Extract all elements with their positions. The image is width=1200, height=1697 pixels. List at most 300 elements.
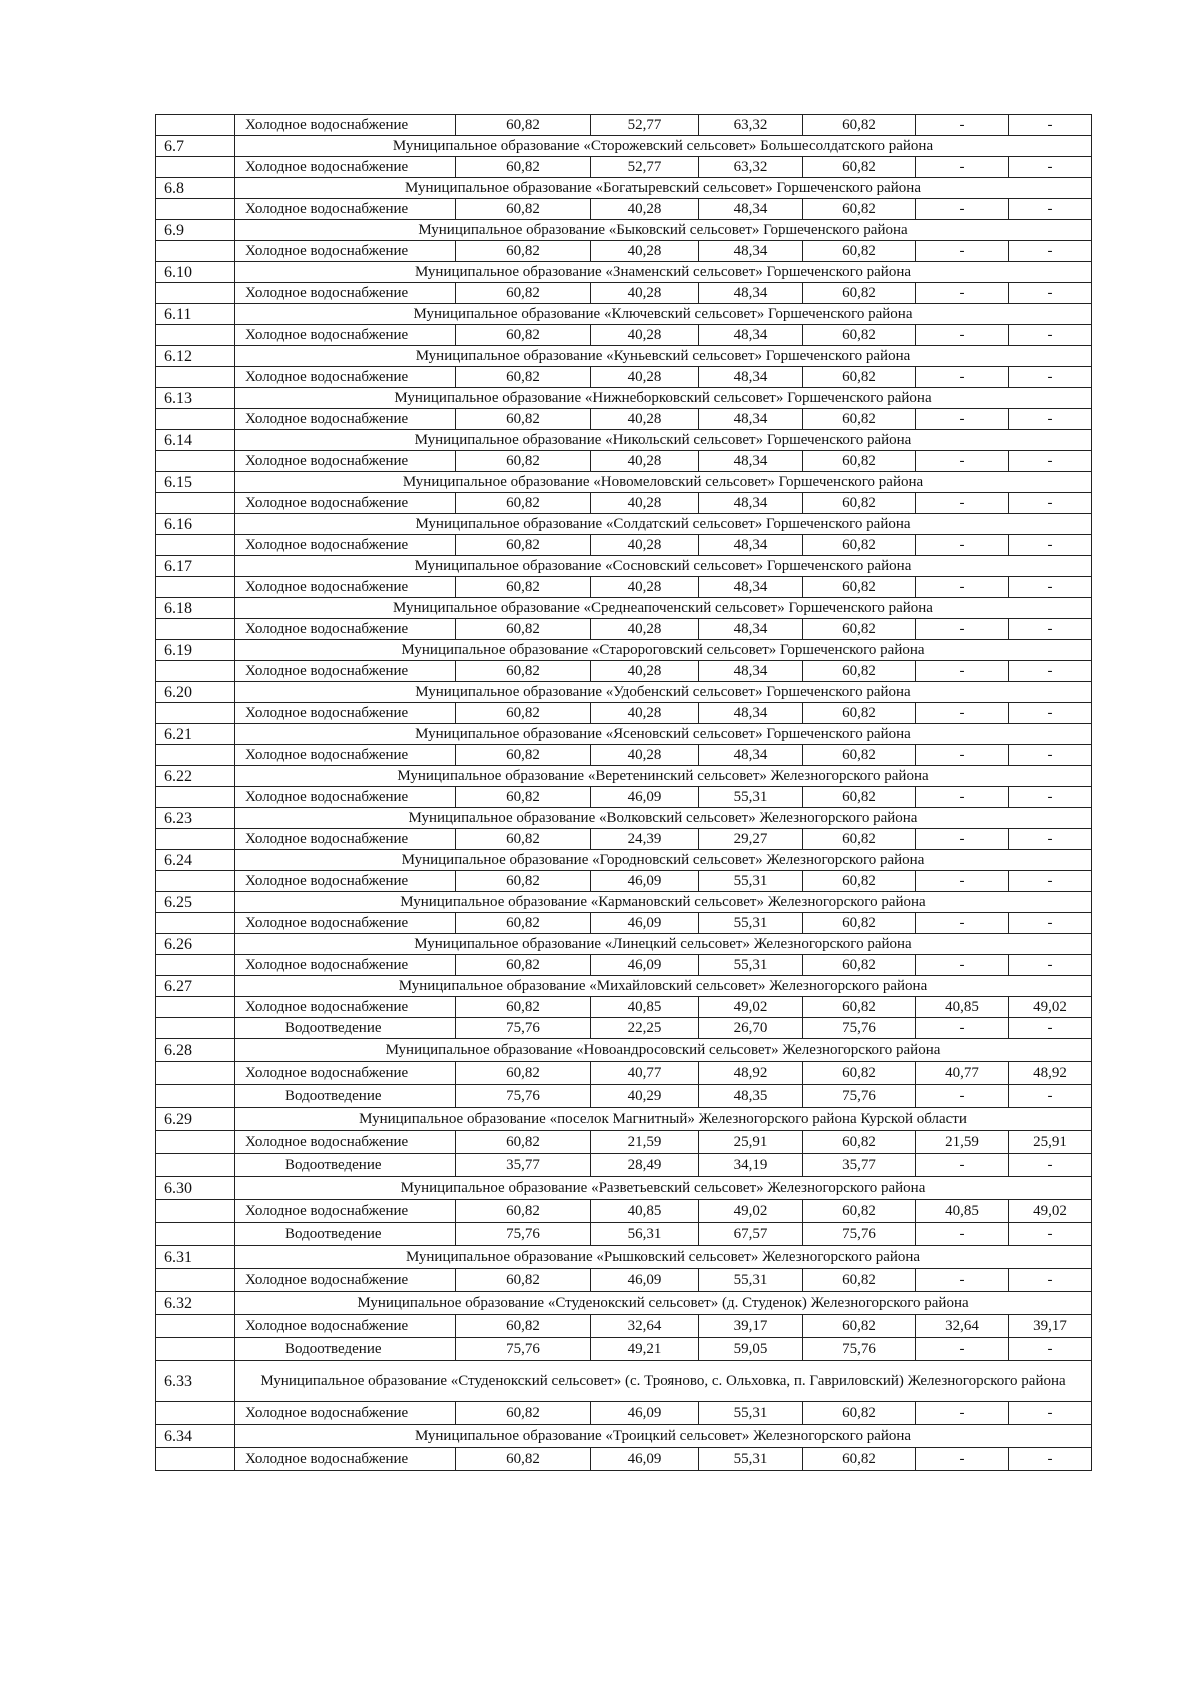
value-cell: - [1009,367,1092,388]
value-cell: - [1009,451,1092,472]
tariff-table-body [156,115,1092,1471]
value-cell: - [916,451,1009,472]
value-cell: 48,92 [1009,1062,1092,1085]
value-cell: 60,82 [456,955,591,976]
value-cell: 60,82 [456,1402,591,1425]
service-name: Холодное водоснабжение [235,1448,456,1471]
value-cell: 60,82 [803,325,916,346]
value-cell: 48,34 [699,745,803,766]
service-name: Холодное водоснабжение [235,409,456,430]
section-header-row [156,892,1092,913]
value-cell: 56,31 [591,1223,699,1246]
value-cell: 40,28 [591,283,699,304]
section-title: Муниципальное образование «Удобенский сельсовет» Горшеченского района [235,682,1092,703]
value-cell: - [1009,493,1092,514]
value-cell: 60,82 [803,913,916,934]
section-number: 6.8 [156,178,235,199]
value-cell: 60,82 [803,871,916,892]
service-row [156,829,1092,850]
service-name: Холодное водоснабжение [235,955,456,976]
value-cell: - [1009,115,1092,136]
service-row [156,1200,1092,1223]
section-title: Муниципальное образование «Ясеновский сельсовет» Горшеченского района [235,724,1092,745]
value-cell: 55,31 [699,871,803,892]
service-row [156,1131,1092,1154]
value-cell: 25,91 [1009,1131,1092,1154]
service-name: Холодное водоснабжение [235,577,456,598]
value-cell: 52,77 [591,157,699,178]
value-cell: - [1009,1269,1092,1292]
service-row [156,703,1092,724]
section-title: Муниципальное образование «Никольский сельсовет» Горшеченского района [235,430,1092,451]
value-cell: 63,32 [699,115,803,136]
service-name: Холодное водоснабжение [235,661,456,682]
section-header-row [156,346,1092,367]
value-cell: 48,34 [699,283,803,304]
section-title: Муниципальное образование «Новомеловский сельсовет» Горшеченского района [235,472,1092,493]
blank-number-cell [156,577,235,598]
section-title: Муниципальное образование «Сосновский сельсовет» Горшеченского района [235,556,1092,577]
value-cell: 24,39 [591,829,699,850]
value-cell: 63,32 [699,157,803,178]
value-cell: 60,82 [803,409,916,430]
blank-number-cell [156,745,235,766]
value-cell: 40,28 [591,493,699,514]
value-cell: 60,82 [803,451,916,472]
value-cell: 67,57 [699,1223,803,1246]
section-number: 6.26 [156,934,235,955]
section-title: Муниципальное образование «Рышковский сельсовет» Железногорского района [235,1246,1092,1269]
value-cell: 60,82 [456,493,591,514]
value-cell: 35,77 [456,1154,591,1177]
value-cell: 60,82 [456,115,591,136]
section-header-row [156,1177,1092,1200]
service-row [156,871,1092,892]
section-number: 6.11 [156,304,235,325]
blank-number-cell [156,325,235,346]
service-name: Водоотведение [235,1018,456,1039]
value-cell: 40,85 [591,1200,699,1223]
value-cell: - [916,913,1009,934]
value-cell: 60,82 [456,199,591,220]
section-header-row [156,472,1092,493]
value-cell: 40,28 [591,745,699,766]
service-name: Холодное водоснабжение [235,115,456,136]
value-cell: 75,76 [456,1018,591,1039]
value-cell: 60,82 [803,829,916,850]
service-name: Холодное водоснабжение [235,787,456,808]
service-row [156,199,1092,220]
service-row [156,955,1092,976]
value-cell: 60,82 [456,745,591,766]
blank-number-cell [156,619,235,640]
value-cell: - [1009,1338,1092,1361]
service-row [156,115,1092,136]
section-number: 6.21 [156,724,235,745]
value-cell: 60,82 [456,409,591,430]
value-cell: 60,82 [456,1269,591,1292]
section-title: Муниципальное образование «поселок Магнитный» Железногорского района Курской области [235,1108,1092,1131]
value-cell: 40,85 [916,997,1009,1018]
value-cell: - [916,829,1009,850]
section-header-row [156,934,1092,955]
value-cell: 26,70 [699,1018,803,1039]
service-row [156,493,1092,514]
value-cell: 29,27 [699,829,803,850]
section-title: Муниципальное образование «Разветьевский сельсовет» Железногорского района [235,1177,1092,1200]
service-row [156,787,1092,808]
value-cell: 59,05 [699,1338,803,1361]
section-header-row [156,1361,1092,1402]
section-number: 6.29 [156,1108,235,1131]
section-title: Муниципальное образование «Сторожевский сельсовет» Большесолдатского района [235,136,1092,157]
value-cell: 60,82 [803,661,916,682]
value-cell: 55,31 [699,1269,803,1292]
value-cell: - [1009,871,1092,892]
value-cell: 32,64 [591,1315,699,1338]
value-cell: - [1009,241,1092,262]
value-cell: 46,09 [591,787,699,808]
value-cell: 60,82 [803,157,916,178]
section-header-row [156,808,1092,829]
value-cell: 60,82 [803,619,916,640]
value-cell: - [916,1018,1009,1039]
value-cell: 60,82 [456,1200,591,1223]
blank-number-cell [156,535,235,556]
service-name: Холодное водоснабжение [235,325,456,346]
service-name: Водоотведение [235,1223,456,1246]
value-cell: 39,17 [1009,1315,1092,1338]
value-cell: - [916,325,1009,346]
section-number: 6.9 [156,220,235,241]
value-cell: 46,09 [591,1402,699,1425]
value-cell: 60,82 [456,325,591,346]
value-cell: - [1009,535,1092,556]
value-cell: 40,28 [591,661,699,682]
blank-number-cell [156,493,235,514]
service-name: Холодное водоснабжение [235,1269,456,1292]
value-cell: - [916,577,1009,598]
value-cell: - [1009,703,1092,724]
value-cell: 40,28 [591,199,699,220]
value-cell: - [1009,199,1092,220]
value-cell: 75,76 [803,1018,916,1039]
value-cell: 49,02 [699,1200,803,1223]
value-cell: 22,25 [591,1018,699,1039]
value-cell: 75,76 [456,1085,591,1108]
value-cell: 60,82 [456,661,591,682]
value-cell: 60,82 [456,829,591,850]
service-name: Холодное водоснабжение [235,1315,456,1338]
value-cell: 60,82 [803,1131,916,1154]
value-cell: 46,09 [591,955,699,976]
service-name: Холодное водоснабжение [235,1200,456,1223]
service-name: Водоотведение [235,1338,456,1361]
section-title: Муниципальное образование «Богатыревский сельсовет» Горшеченского района [235,178,1092,199]
value-cell: 60,82 [803,1315,916,1338]
service-name: Холодное водоснабжение [235,703,456,724]
value-cell: 60,82 [456,283,591,304]
value-cell: - [916,787,1009,808]
service-name: Холодное водоснабжение [235,745,456,766]
blank-number-cell [156,115,235,136]
value-cell: 60,82 [456,787,591,808]
section-header-row [156,1292,1092,1315]
blank-number-cell [156,1131,235,1154]
value-cell: 40,28 [591,241,699,262]
blank-number-cell [156,1269,235,1292]
section-title: Муниципальное образование «Городновский сельсовет» Железногорского района [235,850,1092,871]
value-cell: 49,02 [1009,1200,1092,1223]
value-cell: 40,28 [591,409,699,430]
value-cell: - [916,283,1009,304]
value-cell: 75,76 [456,1338,591,1361]
value-cell: - [916,1338,1009,1361]
blank-number-cell [156,703,235,724]
value-cell: 28,49 [591,1154,699,1177]
value-cell: - [1009,283,1092,304]
value-cell: 48,34 [699,409,803,430]
value-cell: - [1009,913,1092,934]
value-cell: 32,64 [916,1315,1009,1338]
section-header-row [156,1039,1092,1062]
section-title: Муниципальное образование «Солдатский сельсовет» Горшеченского района [235,514,1092,535]
service-name: Холодное водоснабжение [235,199,456,220]
value-cell: 48,34 [699,367,803,388]
value-cell: - [916,1402,1009,1425]
section-title: Муниципальное образование «Кармановский сельсовет» Железногорского района [235,892,1092,913]
value-cell: 48,35 [699,1085,803,1108]
value-cell: - [916,1448,1009,1471]
service-row [156,283,1092,304]
value-cell: - [916,1223,1009,1246]
service-name: Холодное водоснабжение [235,1062,456,1085]
service-name: Холодное водоснабжение [235,157,456,178]
value-cell: 48,34 [699,493,803,514]
service-name: Водоотведение [235,1154,456,1177]
value-cell: 40,28 [591,451,699,472]
value-cell: 34,19 [699,1154,803,1177]
value-cell: 48,34 [699,451,803,472]
service-row [156,241,1092,262]
service-row [156,535,1092,556]
value-cell: 60,82 [803,787,916,808]
blank-number-cell [156,829,235,850]
value-cell: - [1009,1018,1092,1039]
blank-number-cell [156,661,235,682]
value-cell: 60,82 [456,1315,591,1338]
section-header-row [156,976,1092,997]
value-cell: 21,59 [916,1131,1009,1154]
value-cell: - [916,1085,1009,1108]
value-cell: 46,09 [591,1448,699,1471]
value-cell: 55,31 [699,787,803,808]
value-cell: - [916,199,1009,220]
value-cell: - [1009,745,1092,766]
value-cell: - [916,241,1009,262]
section-title: Муниципальное образование «Студенокский сельсовет» (д. Студенок) Железногорского района [235,1292,1092,1315]
section-header-row [156,850,1092,871]
value-cell: 55,31 [699,1448,803,1471]
service-row [156,577,1092,598]
section-number: 6.25 [156,892,235,913]
blank-number-cell [156,787,235,808]
section-title: Муниципальное образование «Волковский сельсовет» Железногорского района [235,808,1092,829]
value-cell: 35,77 [803,1154,916,1177]
value-cell: 40,29 [591,1085,699,1108]
value-cell: - [916,115,1009,136]
value-cell: 49,02 [1009,997,1092,1018]
section-title: Муниципальное образование «Троицкий сельсовет» Железногорского района [235,1425,1092,1448]
value-cell: 60,82 [803,745,916,766]
value-cell: 60,82 [803,241,916,262]
section-title: Муниципальное образование «Ключевский сельсовет» Горшеченского района [235,304,1092,325]
section-title: Муниципальное образование «Куньевский сельсовет» Горшеченского района [235,346,1092,367]
service-row [156,157,1092,178]
value-cell: 48,34 [699,241,803,262]
section-header-row [156,766,1092,787]
value-cell: 60,82 [803,997,916,1018]
value-cell: 48,92 [699,1062,803,1085]
value-cell: - [1009,829,1092,850]
section-header-row [156,136,1092,157]
value-cell: 60,82 [456,913,591,934]
value-cell: - [1009,325,1092,346]
value-cell: - [916,745,1009,766]
service-row [156,619,1092,640]
value-cell: 40,77 [591,1062,699,1085]
value-cell: 40,28 [591,535,699,556]
value-cell: 60,82 [803,1062,916,1085]
section-number: 6.23 [156,808,235,829]
value-cell: 75,76 [456,1223,591,1246]
value-cell: 60,82 [456,619,591,640]
service-row [156,913,1092,934]
value-cell: 40,85 [916,1200,1009,1223]
section-number: 6.34 [156,1425,235,1448]
tariff-table [155,114,1092,1471]
blank-number-cell [156,283,235,304]
section-number: 6.27 [156,976,235,997]
section-title: Муниципальное образование «Веретенинский сельсовет» Железногорского района [235,766,1092,787]
value-cell: 39,17 [699,1315,803,1338]
section-header-row [156,304,1092,325]
section-header-row [156,178,1092,199]
value-cell: 40,85 [591,997,699,1018]
section-title: Муниципальное образование «Новоандросовский сельсовет» Железногорского района [235,1039,1092,1062]
blank-number-cell [156,1085,235,1108]
value-cell: 48,34 [699,325,803,346]
value-cell: 46,09 [591,913,699,934]
value-cell: 60,82 [803,1402,916,1425]
section-title: Муниципальное образование «Михайловский сельсовет» Железногорского района [235,976,1092,997]
value-cell: 40,28 [591,325,699,346]
section-header-row [156,388,1092,409]
value-cell: 60,82 [803,1200,916,1223]
section-number: 6.17 [156,556,235,577]
value-cell: - [916,493,1009,514]
service-row [156,367,1092,388]
section-header-row [156,724,1092,745]
service-row [156,661,1092,682]
section-header-row [156,430,1092,451]
section-number: 6.32 [156,1292,235,1315]
value-cell: - [1009,1223,1092,1246]
blank-number-cell [156,157,235,178]
section-number: 6.10 [156,262,235,283]
value-cell: - [916,1154,1009,1177]
section-header-row [156,640,1092,661]
value-cell: - [1009,1448,1092,1471]
value-cell: 48,34 [699,619,803,640]
section-header-row [156,556,1092,577]
value-cell: - [1009,1402,1092,1425]
section-number: 6.18 [156,598,235,619]
value-cell: 60,82 [803,115,916,136]
section-title: Муниципальное образование «Старороговский сельсовет» Горшеченского района [235,640,1092,661]
value-cell: 60,82 [456,241,591,262]
blank-number-cell [156,199,235,220]
value-cell: 60,82 [456,703,591,724]
value-cell: 55,31 [699,913,803,934]
blank-number-cell [156,1223,235,1246]
section-number: 6.28 [156,1039,235,1062]
value-cell: 60,82 [803,1448,916,1471]
value-cell: 40,28 [591,367,699,388]
blank-number-cell [156,1402,235,1425]
value-cell: - [1009,577,1092,598]
service-row [156,1223,1092,1246]
value-cell: 48,34 [699,703,803,724]
value-cell: 48,34 [699,577,803,598]
service-name: Холодное водоснабжение [235,283,456,304]
service-row [156,1154,1092,1177]
value-cell: 60,82 [803,199,916,220]
service-name: Холодное водоснабжение [235,829,456,850]
service-row [156,1402,1092,1425]
service-row [156,1338,1092,1361]
value-cell: - [916,1269,1009,1292]
value-cell: 46,09 [591,871,699,892]
service-name: Холодное водоснабжение [235,451,456,472]
value-cell: - [916,703,1009,724]
section-title: Муниципальное образование «Быковский сельсовет» Горшеченского района [235,220,1092,241]
section-number: 6.13 [156,388,235,409]
value-cell: 60,82 [456,577,591,598]
value-cell: 55,31 [699,955,803,976]
value-cell: 60,82 [803,703,916,724]
value-cell: - [916,871,1009,892]
value-cell: 60,82 [456,1131,591,1154]
blank-number-cell [156,1315,235,1338]
value-cell: 60,82 [456,367,591,388]
section-number: 6.16 [156,514,235,535]
value-cell: 60,82 [456,871,591,892]
blank-number-cell [156,409,235,430]
value-cell: 21,59 [591,1131,699,1154]
service-name: Холодное водоснабжение [235,535,456,556]
value-cell: 40,77 [916,1062,1009,1085]
blank-number-cell [156,1062,235,1085]
section-number: 6.14 [156,430,235,451]
value-cell: 60,82 [456,997,591,1018]
section-title: Муниципальное образование «Знаменский сельсовет» Горшеченского района [235,262,1092,283]
service-row [156,451,1092,472]
value-cell: 75,76 [803,1085,916,1108]
blank-number-cell [156,955,235,976]
value-cell: - [916,157,1009,178]
section-number: 6.20 [156,682,235,703]
